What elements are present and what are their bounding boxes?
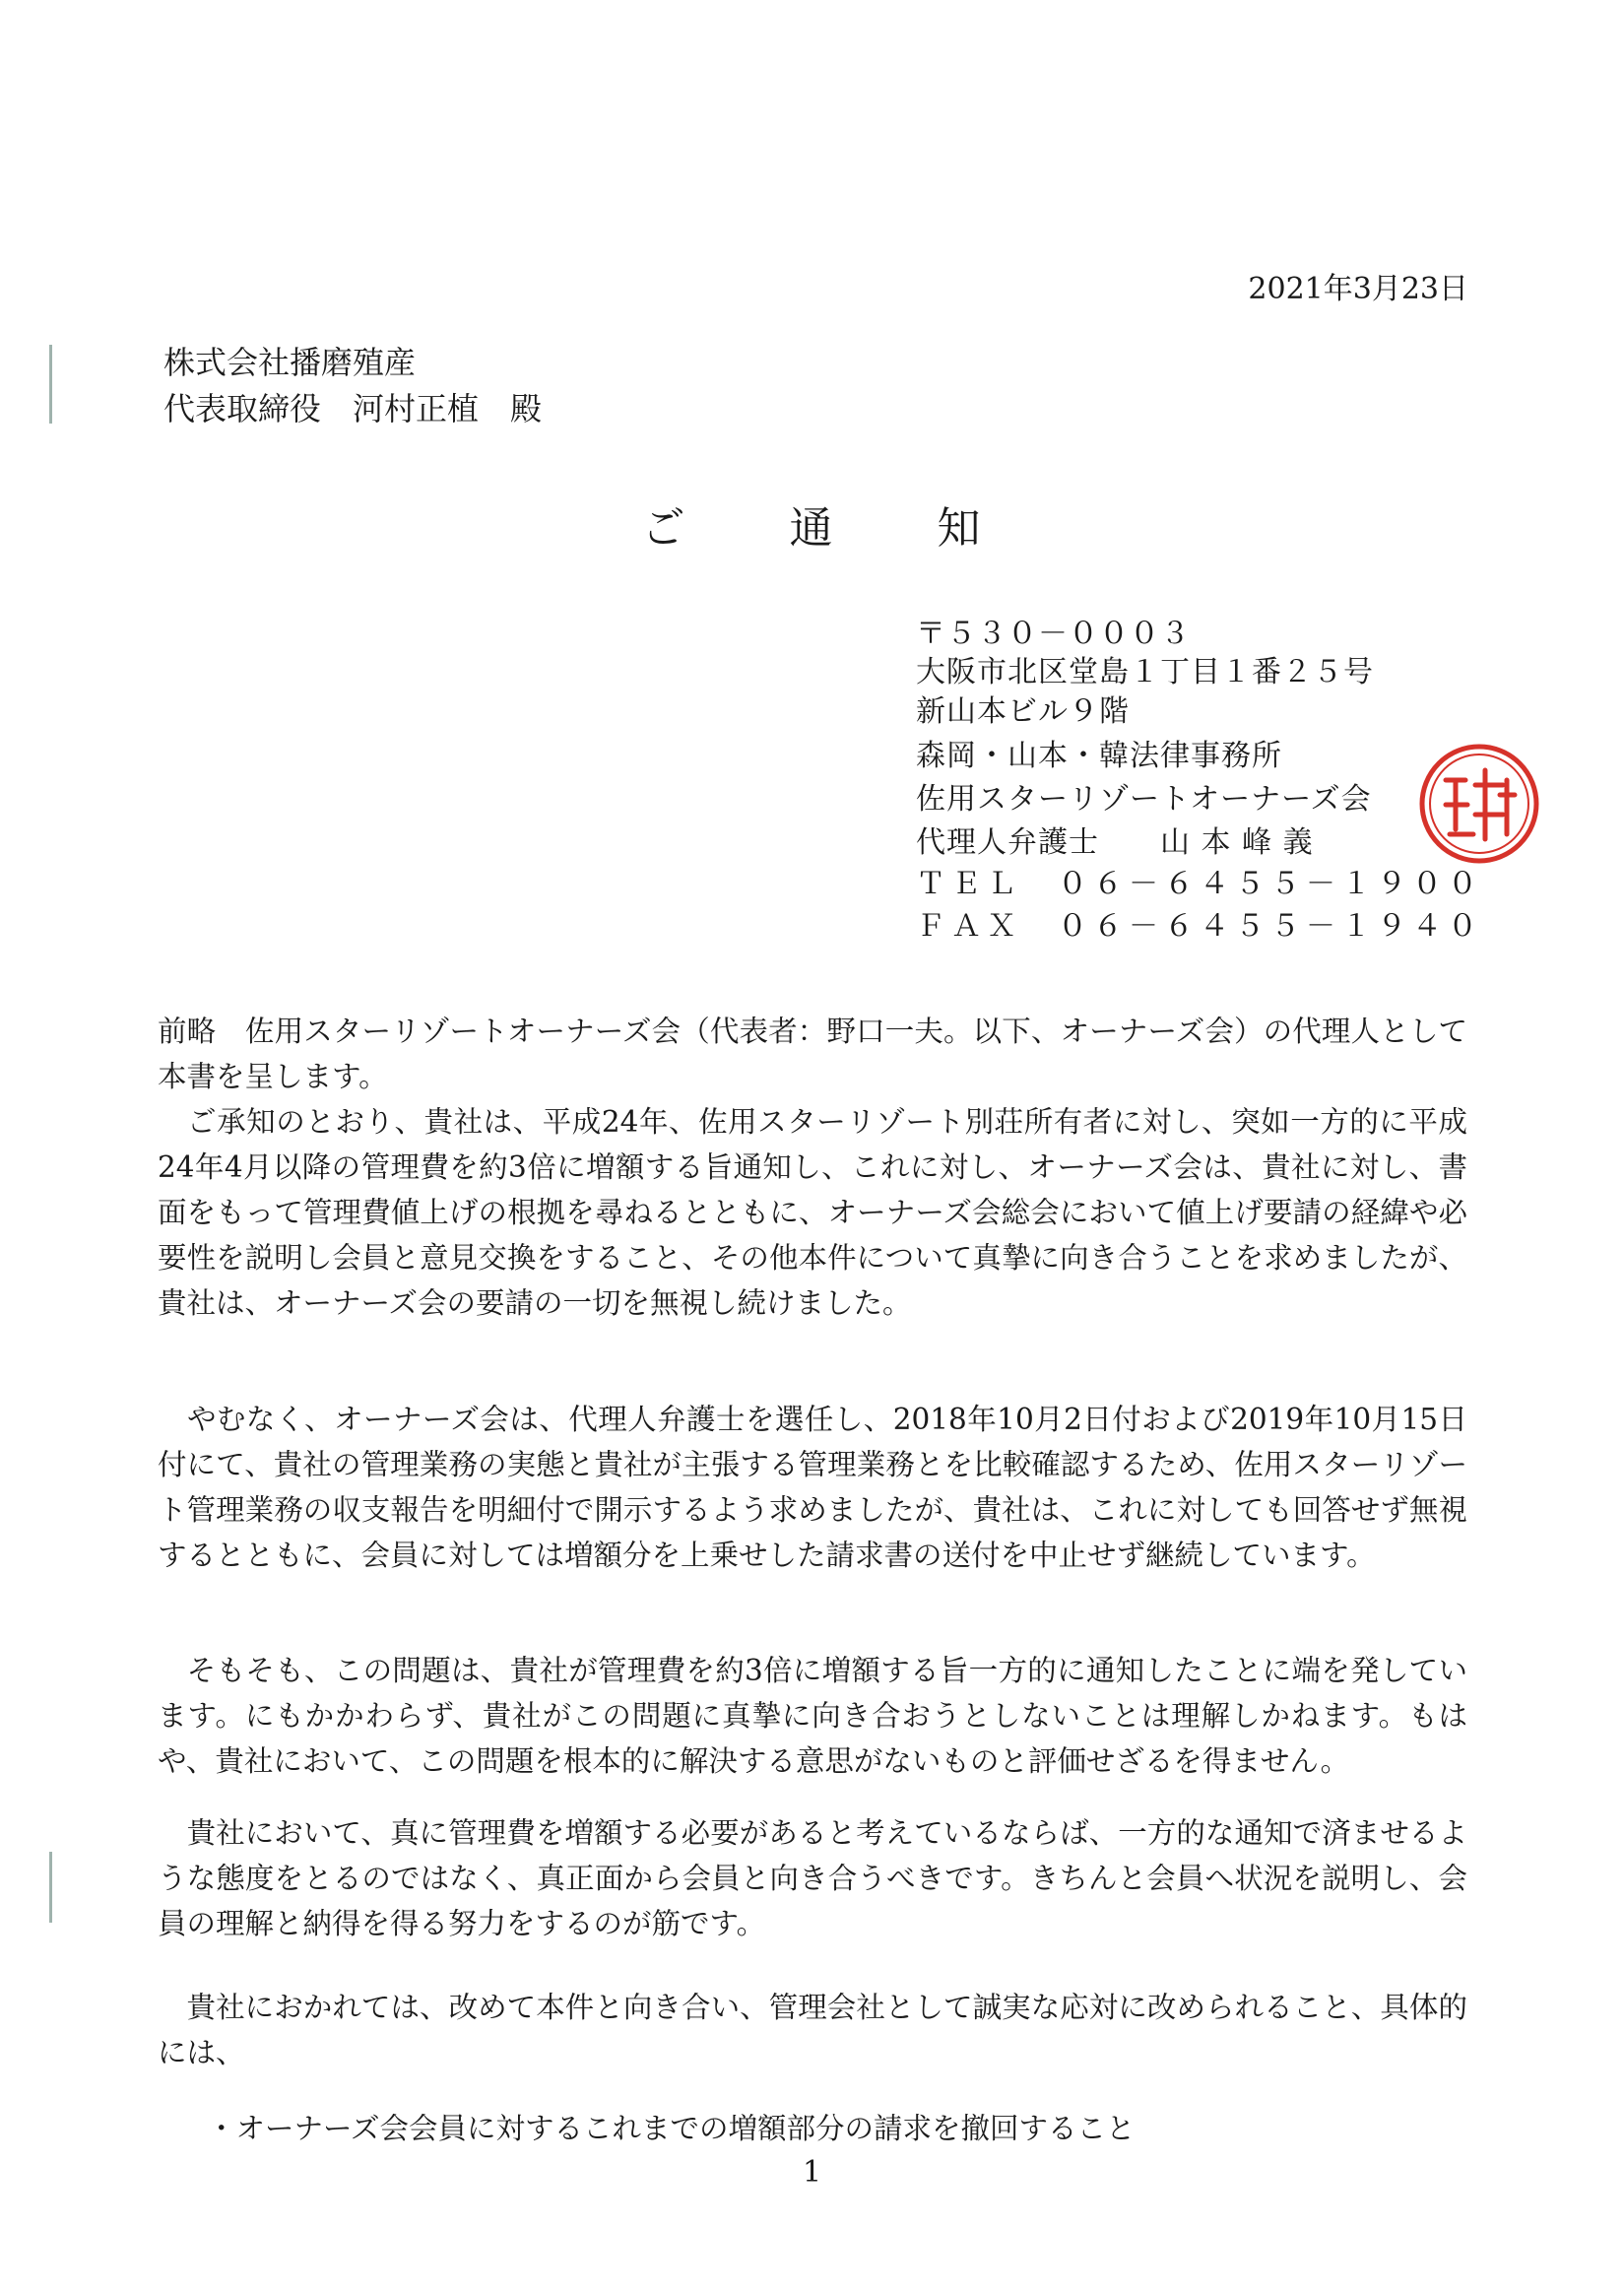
sender-firm: 森岡・山本・韓法律事務所 xyxy=(916,739,1282,773)
margin-mark-top xyxy=(49,345,52,424)
title-char-1: ご xyxy=(641,503,687,554)
sender-address1: 大阪市北区堂島１丁目１番２５号 xyxy=(916,655,1374,689)
sender-fax: ＦＡＸ ０６－６４５５－１９４０ xyxy=(916,909,1483,944)
sender-address2: 新山本ビル９階 xyxy=(916,694,1130,729)
recipient-company: 株式会社播磨殖産 xyxy=(163,344,417,381)
sender-postal: 〒５３０－０００３ xyxy=(916,617,1191,651)
list-item: ・オーナーズ会会員に対するこれまでの増額部分の請求を撤回すること xyxy=(207,2112,1136,2145)
sender-agent: 代理人弁護士 山 本 峰 義 xyxy=(916,825,1314,860)
title-char-3: 知 xyxy=(937,503,983,554)
paragraph-background: ご承知のとおり、貴社は、平成24年、佐用スターリゾート別荘所有者に対し、突如一方的に平成24年4月以降の管理費を約3倍に増額する旨通知し、これに対し、オーナーズ会は、貴社に対し、書面をもって管理費値上げの根拠を尋ねるとともに、オーナーズ会総会において値上げ要請の経緯や必要性を説明し会員と意見交換をすること、その他本件について真摯に向き合うことを求めましたが、貴社は、オーナーズ会の要請の一切を無視し続けました。 xyxy=(158,1105,1467,1320)
title-char-2: 通 xyxy=(789,503,835,554)
page-title xyxy=(0,492,1624,556)
paragraph-conclusion: 貴社におかれては、改めて本件と向き合い、管理会社として誠実な応対に改められること、具体的には、 xyxy=(158,1991,1467,2069)
page-number: 1 xyxy=(802,2155,822,2190)
margin-mark-bottom xyxy=(49,1852,52,1923)
sender-tel: ＴＥＬ ０６－６４５５－１９００ xyxy=(916,867,1483,901)
sender-org: 佐用スターリゾートオーナーズ会 xyxy=(916,782,1372,817)
paragraph-demand: 貴社において、真に管理費を増額する必要があると考えているならば、一方的な通知で済ませるような態度をとるのではなく、真正面から会員と向き合うべきです。きちんと会員へ状況を説明し、会員の理解と納得を得る努力をするのが筋です。 xyxy=(158,1816,1467,1940)
paragraph-intro: 前略 佐用スターリゾートオーナーズ会（代表者：野口一夫。以下、オーナーズ会）の代理人として本書を呈します。 xyxy=(158,1015,1467,1093)
document-date: 2021年3月23日 xyxy=(1248,272,1468,306)
lawyer-seal-icon xyxy=(1416,741,1542,867)
paragraph-issue: そもそも、この問題は、貴社が管理費を約3倍に増額する旨一方的に通知したことに端を発しています。にもかかわらず、貴社がこの問題に真摯に向き合おうとしないことは理解しかねます。もはや、貴社において、この問題を根本的に解決する意思がないものと評価せざるを得ません。 xyxy=(158,1654,1467,1778)
paragraph-request: やむなく、オーナーズ会は、代理人弁護士を選任し、2018年10月2日付および2019年10月15日付にて、貴社の管理業務の実態と貴社が主張する管理業務とを比較確認するため、佐用スターリゾート管理業務の収支報告を明細付で開示するよう求めましたが、貴社は、これに対しても回答せず無視するとともに、会員に対しては増額分を上乗せした請求書の送付を中止せず継続しています。 xyxy=(158,1403,1467,1572)
recipient-person: 代表取締役 河村正植 殿 xyxy=(163,390,543,427)
